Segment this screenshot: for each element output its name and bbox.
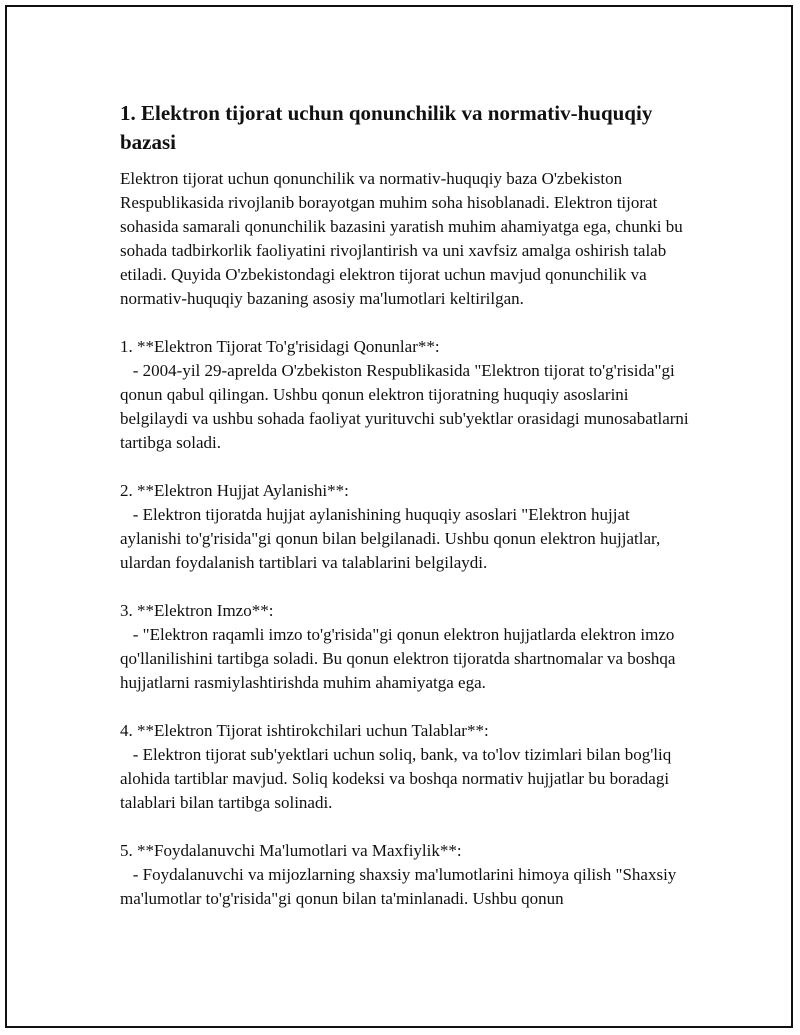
section-1 bbox=[120, 335, 695, 455]
document-title: 1. Elektron tijorat uchun qonunchilik va normativ-huquqiy bazasi bbox=[120, 101, 653, 154]
section-title: 2. **Elektron Hujjat Aylanishi**: bbox=[120, 481, 349, 500]
section-body: - Elektron tijorat sub'yektlari uchun soliq, bank, va to'lov tizimlari bilan bog'liq alohida tartiblar mavjud. Soliq kodeksi va boshqa normativ hujjatlar bu boradagi talablari bilan tartibga solinadi. bbox=[120, 745, 676, 812]
section-title: 5. **Foydalanuvchi Ma'lumotlari va Maxfiylik**: bbox=[120, 841, 462, 860]
page-frame bbox=[5, 5, 793, 1028]
section-body: - 2004-yil 29-aprelda O'zbekiston Respublikasida "Elektron tijorat to'g'risida"gi qonun qabul qilingan. Ushbu qonun elektron tijoratning huquqiy asoslarini belgilaydi va ushbu sohada faoliyat yurituvchi sub'yektlar orasidagi munosabatlarni tartibga soladi. bbox=[120, 361, 693, 452]
section-body: - Elektron tijoratda hujjat aylanishining huquqiy asoslari "Elektron hujjat aylanishi to'g'risida"gi qonun bilan belgilanadi. Ushbu qonun elektron hujjatlar, ulardan foydalanish tartiblari va talablarini belgilaydi. bbox=[120, 505, 665, 572]
section-title: 4. **Elektron Tijorat ishtirokchilari uchun Talablar**: bbox=[120, 721, 489, 740]
section-5 bbox=[120, 839, 695, 911]
section-2 bbox=[120, 479, 695, 575]
section-3 bbox=[120, 599, 695, 695]
section-title: 3. **Elektron Imzo**: bbox=[120, 601, 274, 620]
section-body: - Foydalanuvchi va mijozlarning shaxsiy ma'lumotlarini himoya qilish "Shaxsiy ma'lumotlar to'g'risida"gi qonun bilan ta'minlanadi. Ushbu qonun bbox=[120, 865, 681, 908]
intro-paragraph: Elektron tijorat uchun qonunchilik va normativ-huquqiy baza O'zbekiston Respublikasida rivojlanib borayotgan muhim soha hisoblanadi. Elektron tijorat sohasida samarali qonunchilik bazasini yaratish muhim ahamiyatga ega, chunki bu sohada tadbirkorlik faoliyatini rivojlantirish va uni xavfsiz amalga oshirish talab etiladi. Quyida O'zbekistondagi elektron tijorat uchun mavjud qonunchilik va normativ-huquqiy bazaning asosiy ma'lumotlari keltirilgan. bbox=[120, 169, 683, 308]
document-content bbox=[120, 99, 695, 911]
section-4 bbox=[120, 719, 695, 815]
section-body: - "Elektron raqamli imzo to'g'risida"gi qonun elektron hujjatlarda elektron imzo qo'llanilishini tartibga soladi. Bu qonun elektron tijoratda shartnomalar va boshqa hujjatlarni rasmiylashtirishda muhim ahamiyatga ega. bbox=[120, 625, 680, 692]
section-title: 1. **Elektron Tijorat To'g'risidagi Qonunlar**: bbox=[120, 337, 440, 356]
